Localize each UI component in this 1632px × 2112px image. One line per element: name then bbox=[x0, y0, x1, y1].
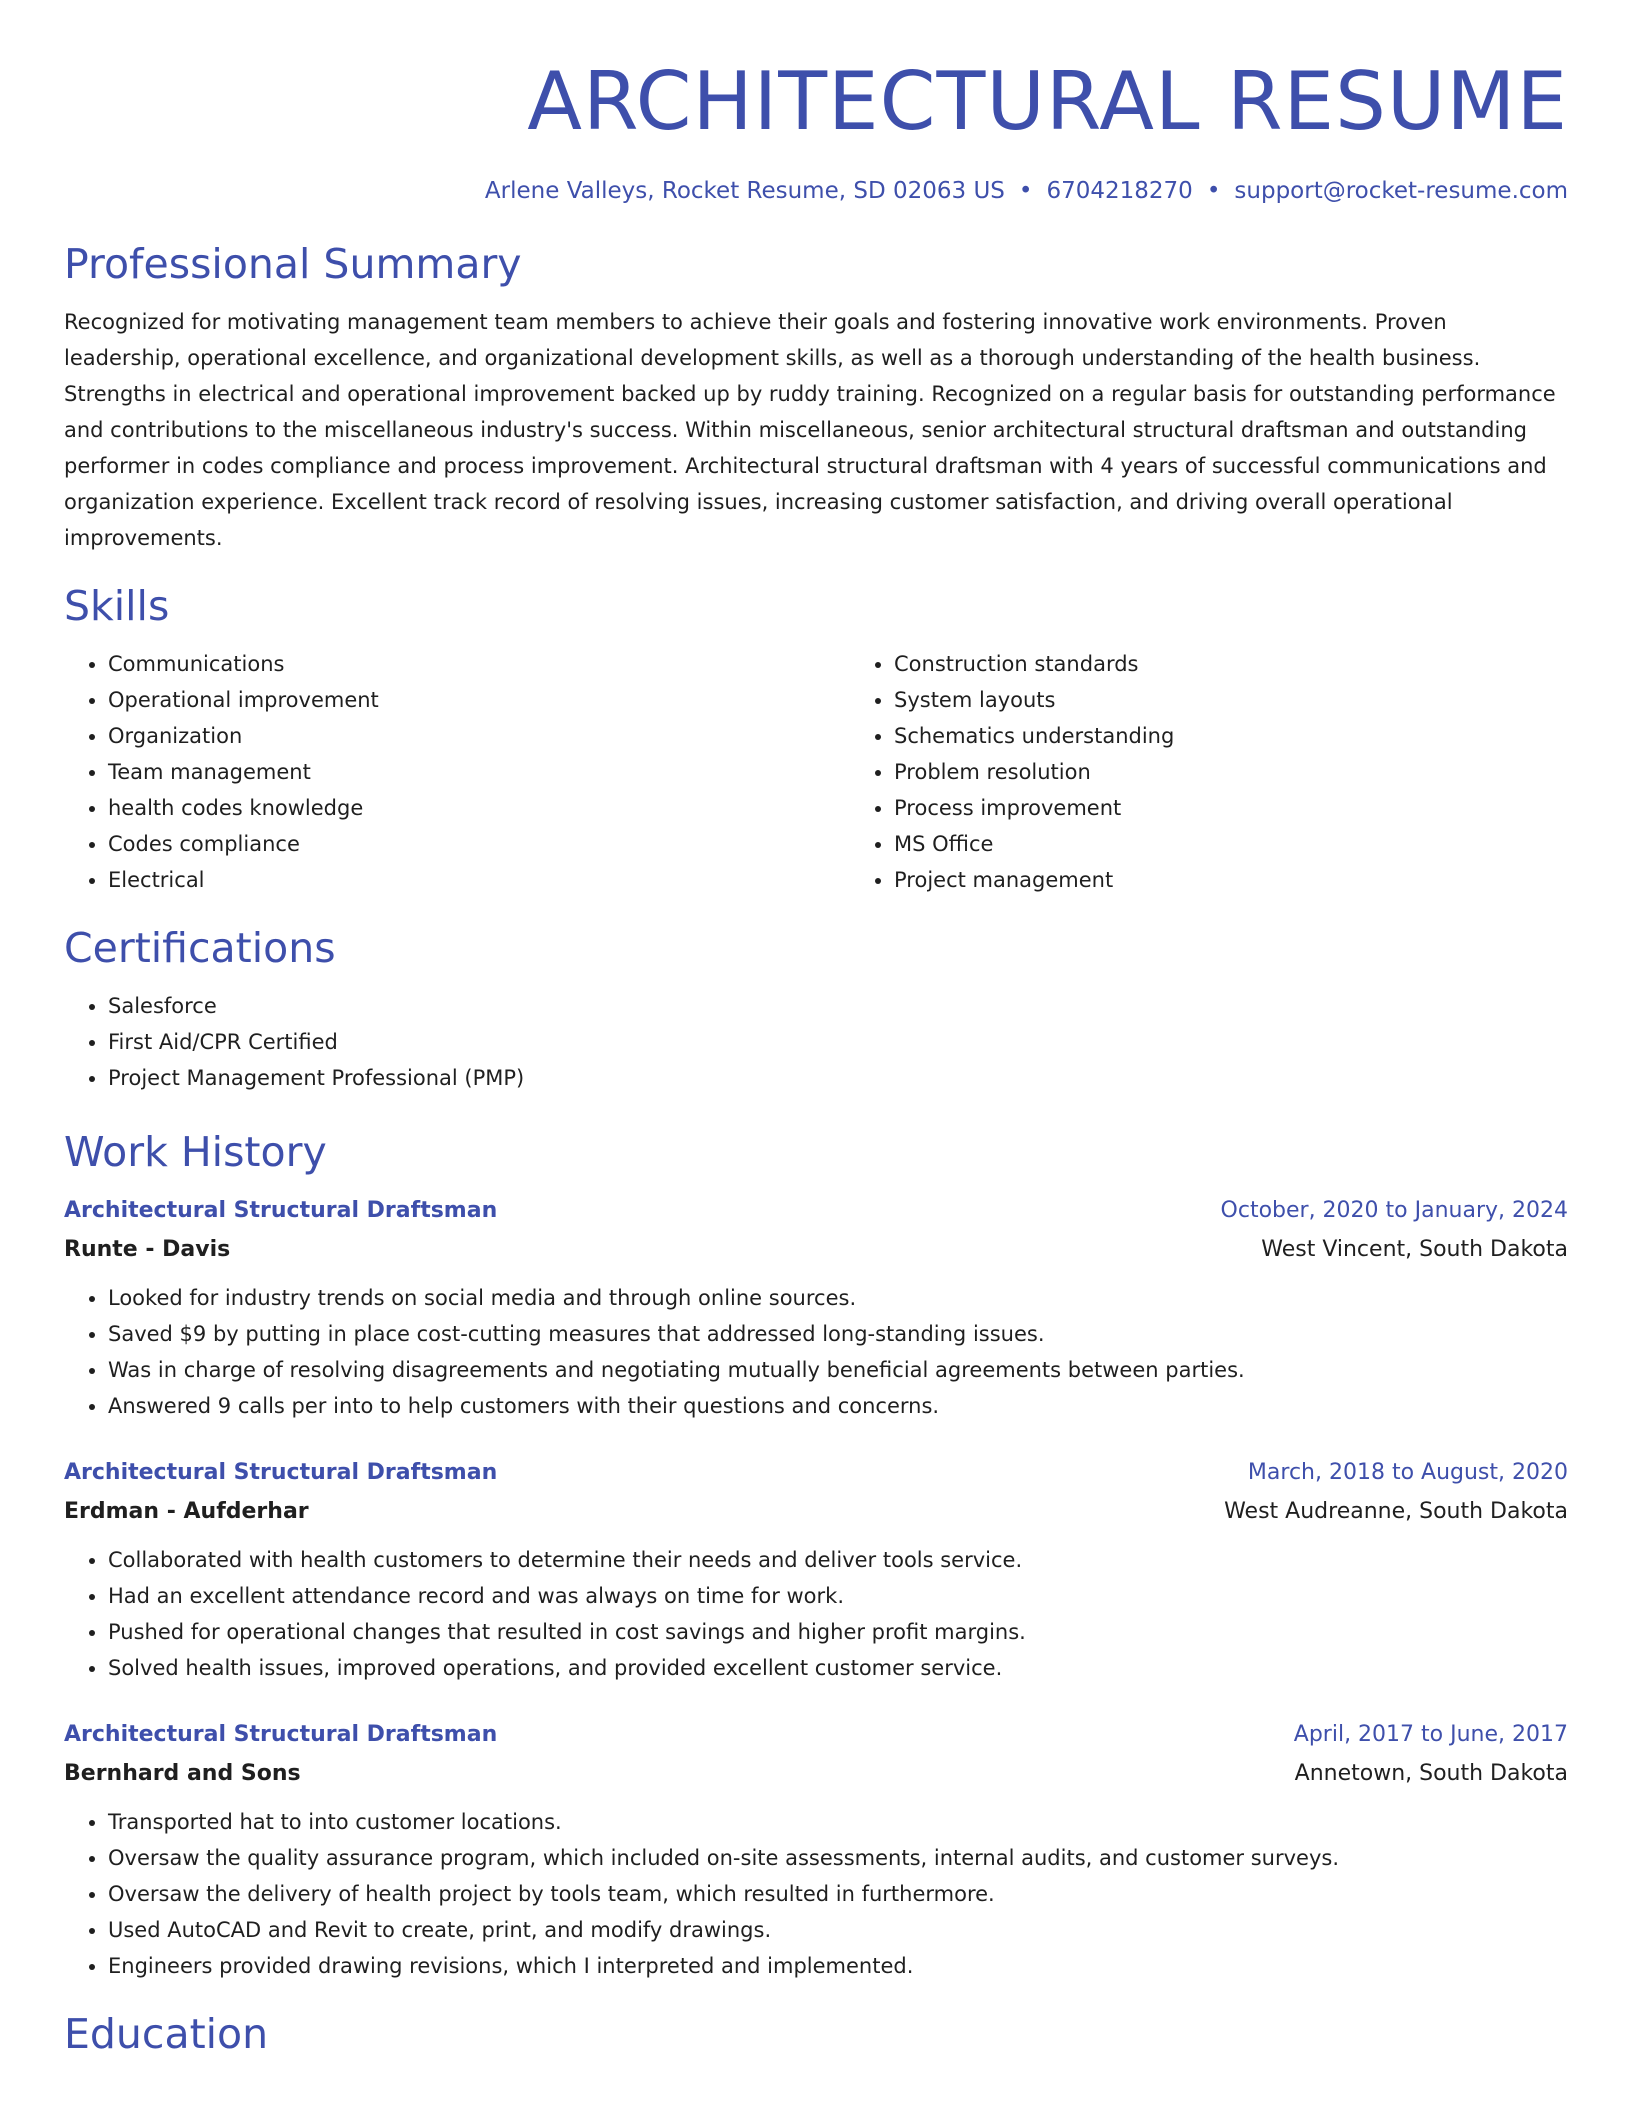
skill-item: • Project management bbox=[894, 862, 1632, 898]
job-title: Architectural Structural Draftsman bbox=[64, 1722, 498, 1747]
contact-separator: • bbox=[1206, 178, 1221, 204]
job-company-row bbox=[64, 1492, 1568, 1532]
contact-line bbox=[64, 178, 1568, 204]
certifications-heading: Certifications bbox=[64, 924, 336, 972]
certifications-section bbox=[64, 922, 1568, 1096]
skill-item: • Team management bbox=[108, 754, 850, 790]
job-bullet: • Answered 9 calls per into to help customers with their questions and concerns. bbox=[108, 1388, 1568, 1424]
skill-item: • Schematics understanding bbox=[894, 718, 1632, 754]
job-title-row bbox=[64, 1716, 1568, 1754]
job-company: Runte - Davis bbox=[64, 1237, 231, 1262]
skill-item: • System layouts bbox=[894, 682, 1632, 718]
certification-item: • Project Management Professional (PMP) bbox=[108, 1060, 1568, 1096]
certification-item: • First Aid/CPR Certified bbox=[108, 1024, 1568, 1060]
work-history-heading: Work History bbox=[64, 1128, 327, 1176]
summary-heading: Professional Summary bbox=[64, 240, 522, 288]
summary-text: Recognized for motivating management team members to achieve their goals and fostering innovative work environments. Proven leadership, operational excellence, and organizational development skills, as well as a thorough understanding of the health business. Strengths in electrical and operational improvement backed up by ruddy training. Recognized on a regular basis for outstanding performance and contributions to the miscellaneous industry's success. Within miscellaneous, senior architectural structural draftsman and outstanding performer in codes compliance and process improvement. Architectural structural draftsman with 4 years of successful communications and organization experience. Excellent track record of resolving issues, increasing customer satisfaction, and driving overall operational improvements. bbox=[64, 310, 1556, 550]
skill-item: • Codes compliance bbox=[108, 826, 850, 862]
skill-item: • Construction standards bbox=[894, 646, 1632, 682]
job-entry bbox=[64, 1192, 1568, 1424]
job-list bbox=[64, 1192, 1568, 1984]
job-bullet-list bbox=[64, 1542, 1568, 1686]
job-location: West Vincent, South Dakota bbox=[1261, 1237, 1568, 1262]
job-company-row bbox=[64, 1230, 1568, 1270]
job-location: West Audreanne, South Dakota bbox=[1224, 1499, 1568, 1524]
job-bullet: • Saved $9 by putting in place cost-cutting measures that addressed long-standing issues. bbox=[108, 1316, 1568, 1352]
education-heading: Education bbox=[64, 2010, 269, 2058]
job-title: Architectural Structural Draftsman bbox=[64, 1460, 498, 1485]
contact-phone: 6704218270 bbox=[1046, 178, 1193, 204]
job-bullet-list bbox=[64, 1280, 1568, 1424]
job-company-row bbox=[64, 1754, 1568, 1794]
job-dates: April, 2017 to June, 2017 bbox=[1293, 1722, 1568, 1747]
certifications-list bbox=[64, 988, 1568, 1096]
work-history-section bbox=[64, 1126, 1568, 1984]
job-bullet-list bbox=[64, 1804, 1568, 1984]
resume-title: ARCHITECTURAL RESUME bbox=[527, 55, 1568, 148]
job-dates: March, 2018 to August, 2020 bbox=[1247, 1460, 1568, 1485]
skills-section bbox=[64, 580, 1568, 898]
job-bullet: • Transported hat to into customer locations. bbox=[108, 1804, 1568, 1840]
skill-item: • Operational improvement bbox=[108, 682, 850, 718]
skill-item: • Process improvement bbox=[894, 790, 1632, 826]
job-bullet: • Solved health issues, improved operations, and provided excellent customer service. bbox=[108, 1650, 1568, 1686]
certification-item: • Salesforce bbox=[108, 988, 1568, 1024]
contact-separator: • bbox=[1018, 178, 1033, 204]
skills-heading: Skills bbox=[64, 582, 170, 630]
skills-grid bbox=[64, 646, 1568, 898]
resume-header bbox=[64, 0, 1568, 204]
job-bullet: • Was in charge of resolving disagreements and negotiating mutually beneficial agreements between parties. bbox=[108, 1352, 1568, 1388]
skill-item: • health codes knowledge bbox=[108, 790, 850, 826]
job-bullet: • Pushed for operational changes that resulted in cost savings and higher profit margins. bbox=[108, 1614, 1568, 1650]
skills-list-left bbox=[64, 646, 850, 898]
education-section bbox=[64, 2008, 1568, 2060]
job-bullet: • Had an excellent attendance record and was always on time for work. bbox=[108, 1578, 1568, 1614]
skill-item: • Problem resolution bbox=[894, 754, 1632, 790]
job-title-row bbox=[64, 1454, 1568, 1492]
skill-item: • Communications bbox=[108, 646, 850, 682]
job-title-row bbox=[64, 1192, 1568, 1230]
job-entry bbox=[64, 1454, 1568, 1686]
job-bullet: • Oversaw the delivery of health project by tools team, which resulted in furthermore. bbox=[108, 1876, 1568, 1912]
contact-email: support@rocket-resume.com bbox=[1234, 178, 1568, 204]
job-location: Annetown, South Dakota bbox=[1294, 1761, 1568, 1786]
job-bullet: • Engineers provided drawing revisions, which I interpreted and implemented. bbox=[108, 1948, 1568, 1984]
skill-item: • MS Office bbox=[894, 826, 1632, 862]
job-bullet: • Oversaw the quality assurance program, which included on-site assessments, internal audits, and customer surveys. bbox=[108, 1840, 1568, 1876]
skill-item: • Electrical bbox=[108, 862, 850, 898]
job-bullet: • Collaborated with health customers to determine their needs and deliver tools service. bbox=[108, 1542, 1568, 1578]
job-entry bbox=[64, 1716, 1568, 1984]
summary-section bbox=[64, 238, 1568, 556]
job-title: Architectural Structural Draftsman bbox=[64, 1198, 498, 1223]
job-company: Bernhard and Sons bbox=[64, 1761, 301, 1786]
contact-address: Arlene Valleys, Rocket Resume, SD 02063 US bbox=[484, 178, 1005, 204]
job-company: Erdman - Aufderhar bbox=[64, 1499, 309, 1524]
skills-list-right bbox=[850, 646, 1632, 898]
job-dates: October, 2020 to January, 2024 bbox=[1220, 1198, 1568, 1223]
job-bullet: • Looked for industry trends on social media and through online sources. bbox=[108, 1280, 1568, 1316]
job-bullet: • Used AutoCAD and Revit to create, print, and modify drawings. bbox=[108, 1912, 1568, 1948]
skill-item: • Organization bbox=[108, 718, 850, 754]
